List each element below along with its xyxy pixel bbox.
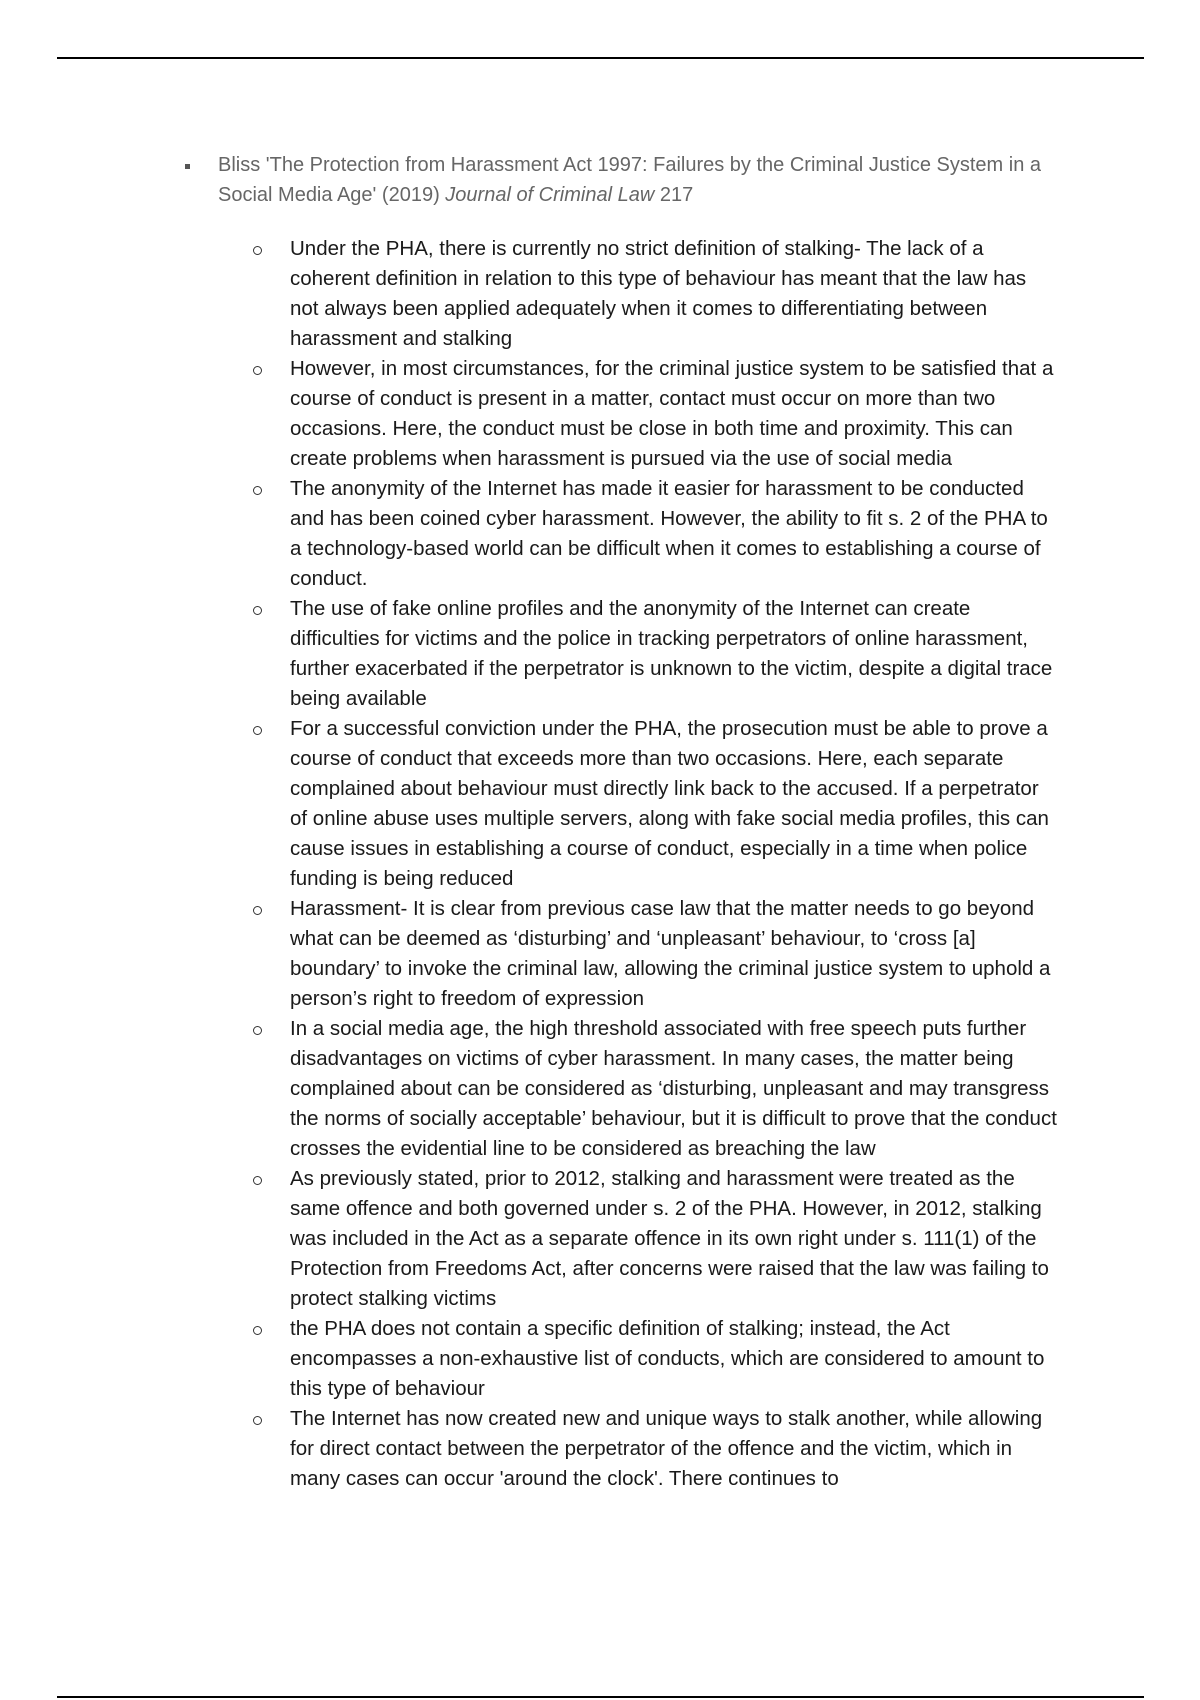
header-rule bbox=[57, 57, 1144, 59]
list-item bbox=[248, 474, 1058, 594]
list-item-text: The use of fake online profiles and the anonymity of the Internet can create difficulties for victims and the police in tracking perpetrators of online harassment, further exacerbated if the perpetrator is unknown to the victim, despite a digital trace being available bbox=[290, 597, 1053, 710]
circle-bullet-icon bbox=[253, 1326, 262, 1335]
circle-bullet-icon bbox=[253, 906, 262, 915]
list-item-text: Harassment- It is clear from previous case law that the matter needs to go beyond what can be deemed as ‘disturbing’ and ‘unpleasant’ behaviour, to ‘cross [a] boundary’ to invoke the criminal law, allowing the criminal justice system to uphold a person’s right to freedom of expression bbox=[290, 897, 1051, 1010]
list-item bbox=[248, 1314, 1058, 1404]
circle-bullet-icon bbox=[253, 1416, 262, 1425]
circle-bullet-icon bbox=[253, 1176, 262, 1185]
list-item-text: In a social media age, the high threshold associated with free speech puts further disadvantages on victims of cyber harassment. In many cases, the matter being complained about can be considered as ‘disturbing, unpleasant and may transgress the norms of socially acceptable’ behaviour, but it is difficult to prove that the conduct crosses the evidential line to be considered as breaching the law bbox=[290, 1017, 1057, 1160]
circle-bullet-icon bbox=[253, 1026, 262, 1035]
list-item bbox=[248, 594, 1058, 714]
circle-bullet-icon bbox=[253, 726, 262, 735]
notes-list bbox=[248, 234, 1058, 1494]
citation-suffix: 217 bbox=[654, 184, 694, 206]
list-item-text: For a successful conviction under the PHA, the prosecution must be able to prove a course of conduct that exceeds more than two occasions. Here, each separate complained about behaviour must directly link back to the accused. If a perpetrator of online abuse uses multiple servers, along with fake social media profiles, this can cause issues in establishing a course of conduct, especially in a time when police funding is being reduced bbox=[290, 717, 1049, 890]
list-item bbox=[248, 1164, 1058, 1314]
list-item bbox=[248, 234, 1058, 354]
circle-bullet-icon bbox=[253, 486, 262, 495]
list-item bbox=[248, 354, 1058, 474]
list-item bbox=[248, 714, 1058, 894]
list-item-text: As previously stated, prior to 2012, stalking and harassment were treated as the same offence and both governed under s. 2 of the PHA. However, in 2012, stalking was included in the Act as a separate offence in its own right under s. 111(1) of the Protection from Freedoms Act, after concerns were raised that the law was failing to protect stalking victims bbox=[290, 1167, 1049, 1310]
citation-text bbox=[218, 150, 1060, 210]
list-item bbox=[248, 894, 1058, 1014]
citation-journal: Journal of Criminal Law bbox=[445, 184, 655, 206]
square-bullet-icon bbox=[185, 164, 190, 169]
circle-bullet-icon bbox=[253, 246, 262, 255]
list-item-text: Under the PHA, there is currently no strict definition of stalking- The lack of a coherent definition in relation to this type of behaviour has meant that the law has not always been applied adequately when it comes to differentiating between harassment and stalking bbox=[290, 237, 1027, 350]
list-item-text: the PHA does not contain a specific definition of stalking; instead, the Act encompasses a non-exhaustive list of conducts, which are considered to amount to this type of behaviour bbox=[290, 1317, 1045, 1400]
circle-bullet-icon bbox=[253, 366, 262, 375]
list-item bbox=[248, 1014, 1058, 1164]
list-item bbox=[248, 1404, 1058, 1494]
list-item-text: The Internet has now created new and unique ways to stalk another, while allowing for direct contact between the perpetrator of the offence and the victim, which in many cases can occur 'around the clock'. There continues to bbox=[290, 1407, 1043, 1490]
citation-prefix: Bliss 'The Protection from Harassment Act 1997: Failures by the Criminal Justice System in a Social Media Age' (2019) bbox=[218, 154, 1042, 206]
list-item-text: However, in most circumstances, for the criminal justice system to be satisfied that a course of conduct is present in a matter, contact must occur on more than two occasions. Here, the conduct must be close in both time and proximity. This can create problems when harassment is pursued via the use of social media bbox=[290, 357, 1054, 470]
footer-rule bbox=[57, 1696, 1144, 1698]
list-item-text: The anonymity of the Internet has made it easier for harassment to be conducted and has been coined cyber harassment. However, the ability to fit s. 2 of the PHA to a technology-based world can be difficult when it comes to establishing a course of conduct. bbox=[290, 477, 1048, 590]
circle-bullet-icon bbox=[253, 606, 262, 615]
citation-entry bbox=[180, 150, 1060, 210]
